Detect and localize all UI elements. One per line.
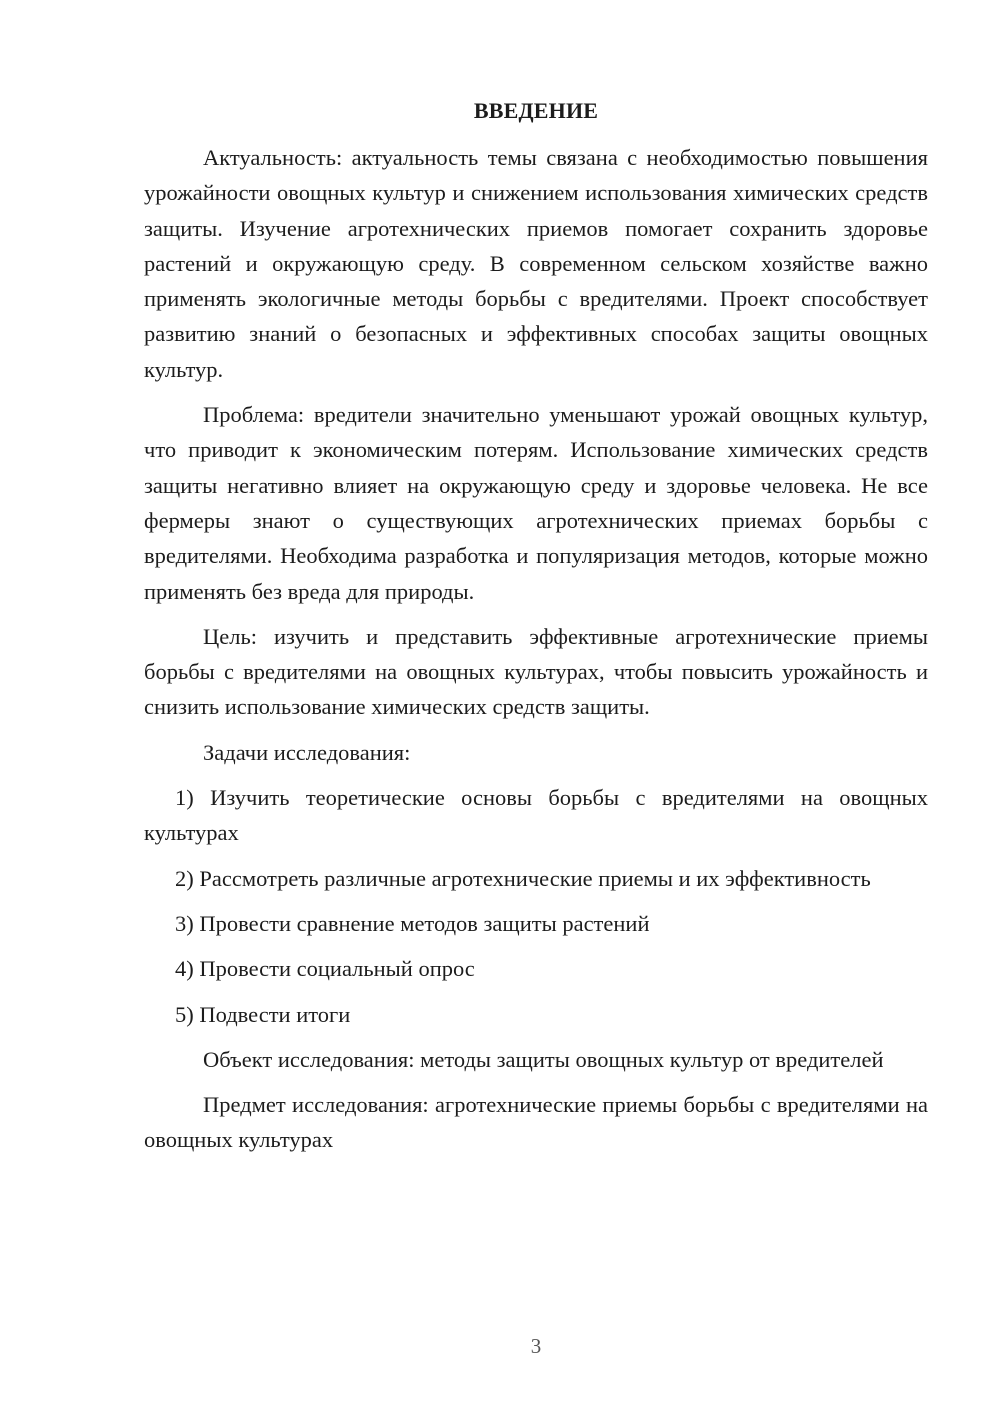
task-item-1: 1) Изучить теоретические основы борьбы с вредителями на овощных культурах: [144, 785, 928, 846]
paragraph-goal: Цель: изучить и представить эффективные агротехнические приемы борьбы с вредителями на овощных культурах, чтобы повысить урожайность и снизить использование химических средств защиты.: [144, 623, 928, 720]
page-number: 3: [530, 1334, 542, 1358]
task-item-3: 3) Провести сравнение методов защиты растений: [175, 910, 650, 936]
task-item-5: 5) Подвести итоги: [175, 1001, 351, 1027]
task-item-2: 2) Рассмотреть различные агротехнические приемы и их эффективность: [175, 865, 871, 891]
paragraph-problem: Проблема: вредители значительно уменьшают урожай овощных культур, что приводит к экономическим потерям. Использование химических средств защиты негативно влияет на окружающую среду и здоровье человека. Не все фермеры знают о существующих агротехнических приемах борьбы с вредителями. Необходима разработка и популяризация методов, которые можно применять без вреда для природы.: [144, 402, 928, 604]
tasks-heading: Задачи исследования:: [203, 739, 411, 765]
paragraph-subject: Предмет исследования: агротехнические приемы борьбы с вредителями на овощных культурах: [144, 1092, 928, 1153]
page-title: ВВЕДЕНИЕ: [473, 98, 599, 123]
text-body: [144, 96, 928, 1168]
paragraph-object: Объект исследования: методы защиты овощных культур от вредителей: [203, 1046, 884, 1072]
paragraph-relevance: Актуальность: актуальность темы связана с необходимостью повышения урожайности овощных культур и снижением использования химических средств защиты. Изучение агротехнических приемов помогает сохранить здоровье растений и окружающую среду. В современном сельском хозяйстве важно применять экологичные методы борьбы с вредителями. Проект способствует развитию знаний о безопасных и эффективных способах защиты овощных культур.: [144, 145, 928, 382]
task-item-4: 4) Провести социальный опрос: [175, 956, 475, 982]
